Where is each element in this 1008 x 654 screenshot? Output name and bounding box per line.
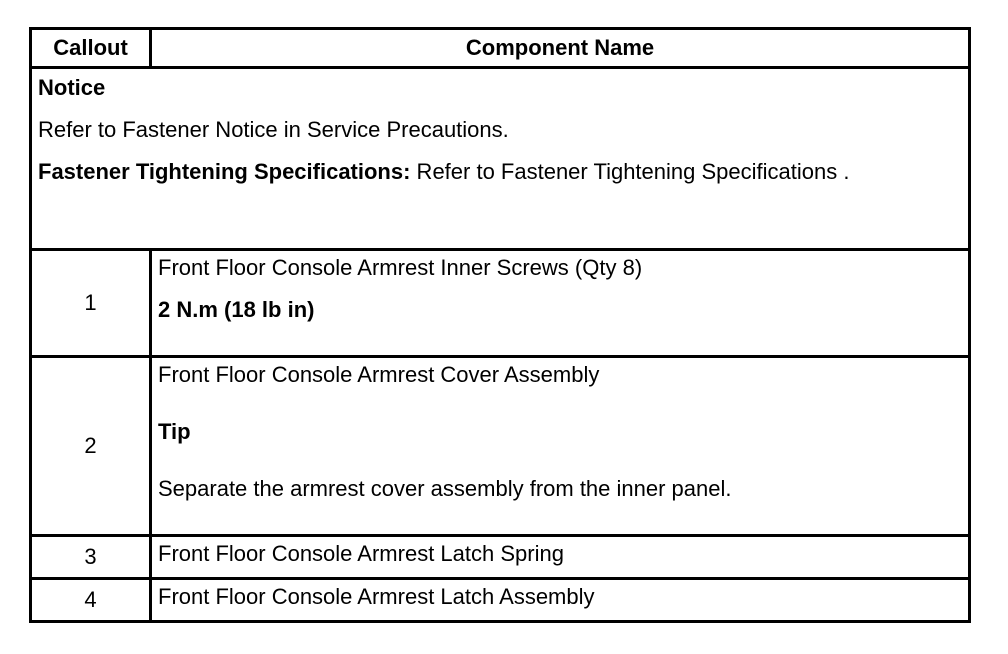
- table-row: [31, 579, 970, 622]
- notice-row: [31, 68, 970, 250]
- fastener-spec-label: Fastener Tightening Specifications:: [38, 159, 411, 184]
- component-cell: [151, 536, 970, 579]
- component-table: [29, 27, 971, 623]
- component-name-header: Component Name: [151, 29, 970, 68]
- component-name: Front Floor Console Armrest Latch Assembly: [158, 584, 595, 609]
- notice-title: Notice: [38, 75, 106, 100]
- component-cell: [151, 357, 970, 536]
- component-name: Front Floor Console Armrest Inner Screws (Qty 8): [158, 255, 643, 280]
- callout-cell: 1: [31, 250, 151, 357]
- tip-title: Tip: [158, 419, 191, 444]
- table-row: [31, 536, 970, 579]
- notice-cell: [31, 68, 970, 250]
- component-name: Front Floor Console Armrest Cover Assembly: [158, 362, 600, 387]
- fastener-spec-text: Refer to Fastener Tightening Specifications .: [410, 159, 850, 184]
- callout-header: Callout: [31, 29, 151, 68]
- torque-value: 2 N.m (18 lb in): [158, 297, 315, 322]
- table-row: [31, 357, 970, 536]
- notice-text: Refer to Fastener Notice in Service Precautions.: [38, 117, 509, 142]
- component-cell: [151, 579, 970, 622]
- component-name: Front Floor Console Armrest Latch Spring: [158, 541, 564, 566]
- component-cell: [151, 250, 970, 357]
- fastener-spec-line: [38, 159, 962, 185]
- callout-cell: 2: [31, 357, 151, 536]
- header-row: [31, 29, 970, 68]
- callout-cell: 4: [31, 579, 151, 622]
- table-row: [31, 250, 970, 357]
- tip-text: Separate the armrest cover assembly from the inner panel.: [158, 476, 732, 501]
- callout-cell: 3: [31, 536, 151, 579]
